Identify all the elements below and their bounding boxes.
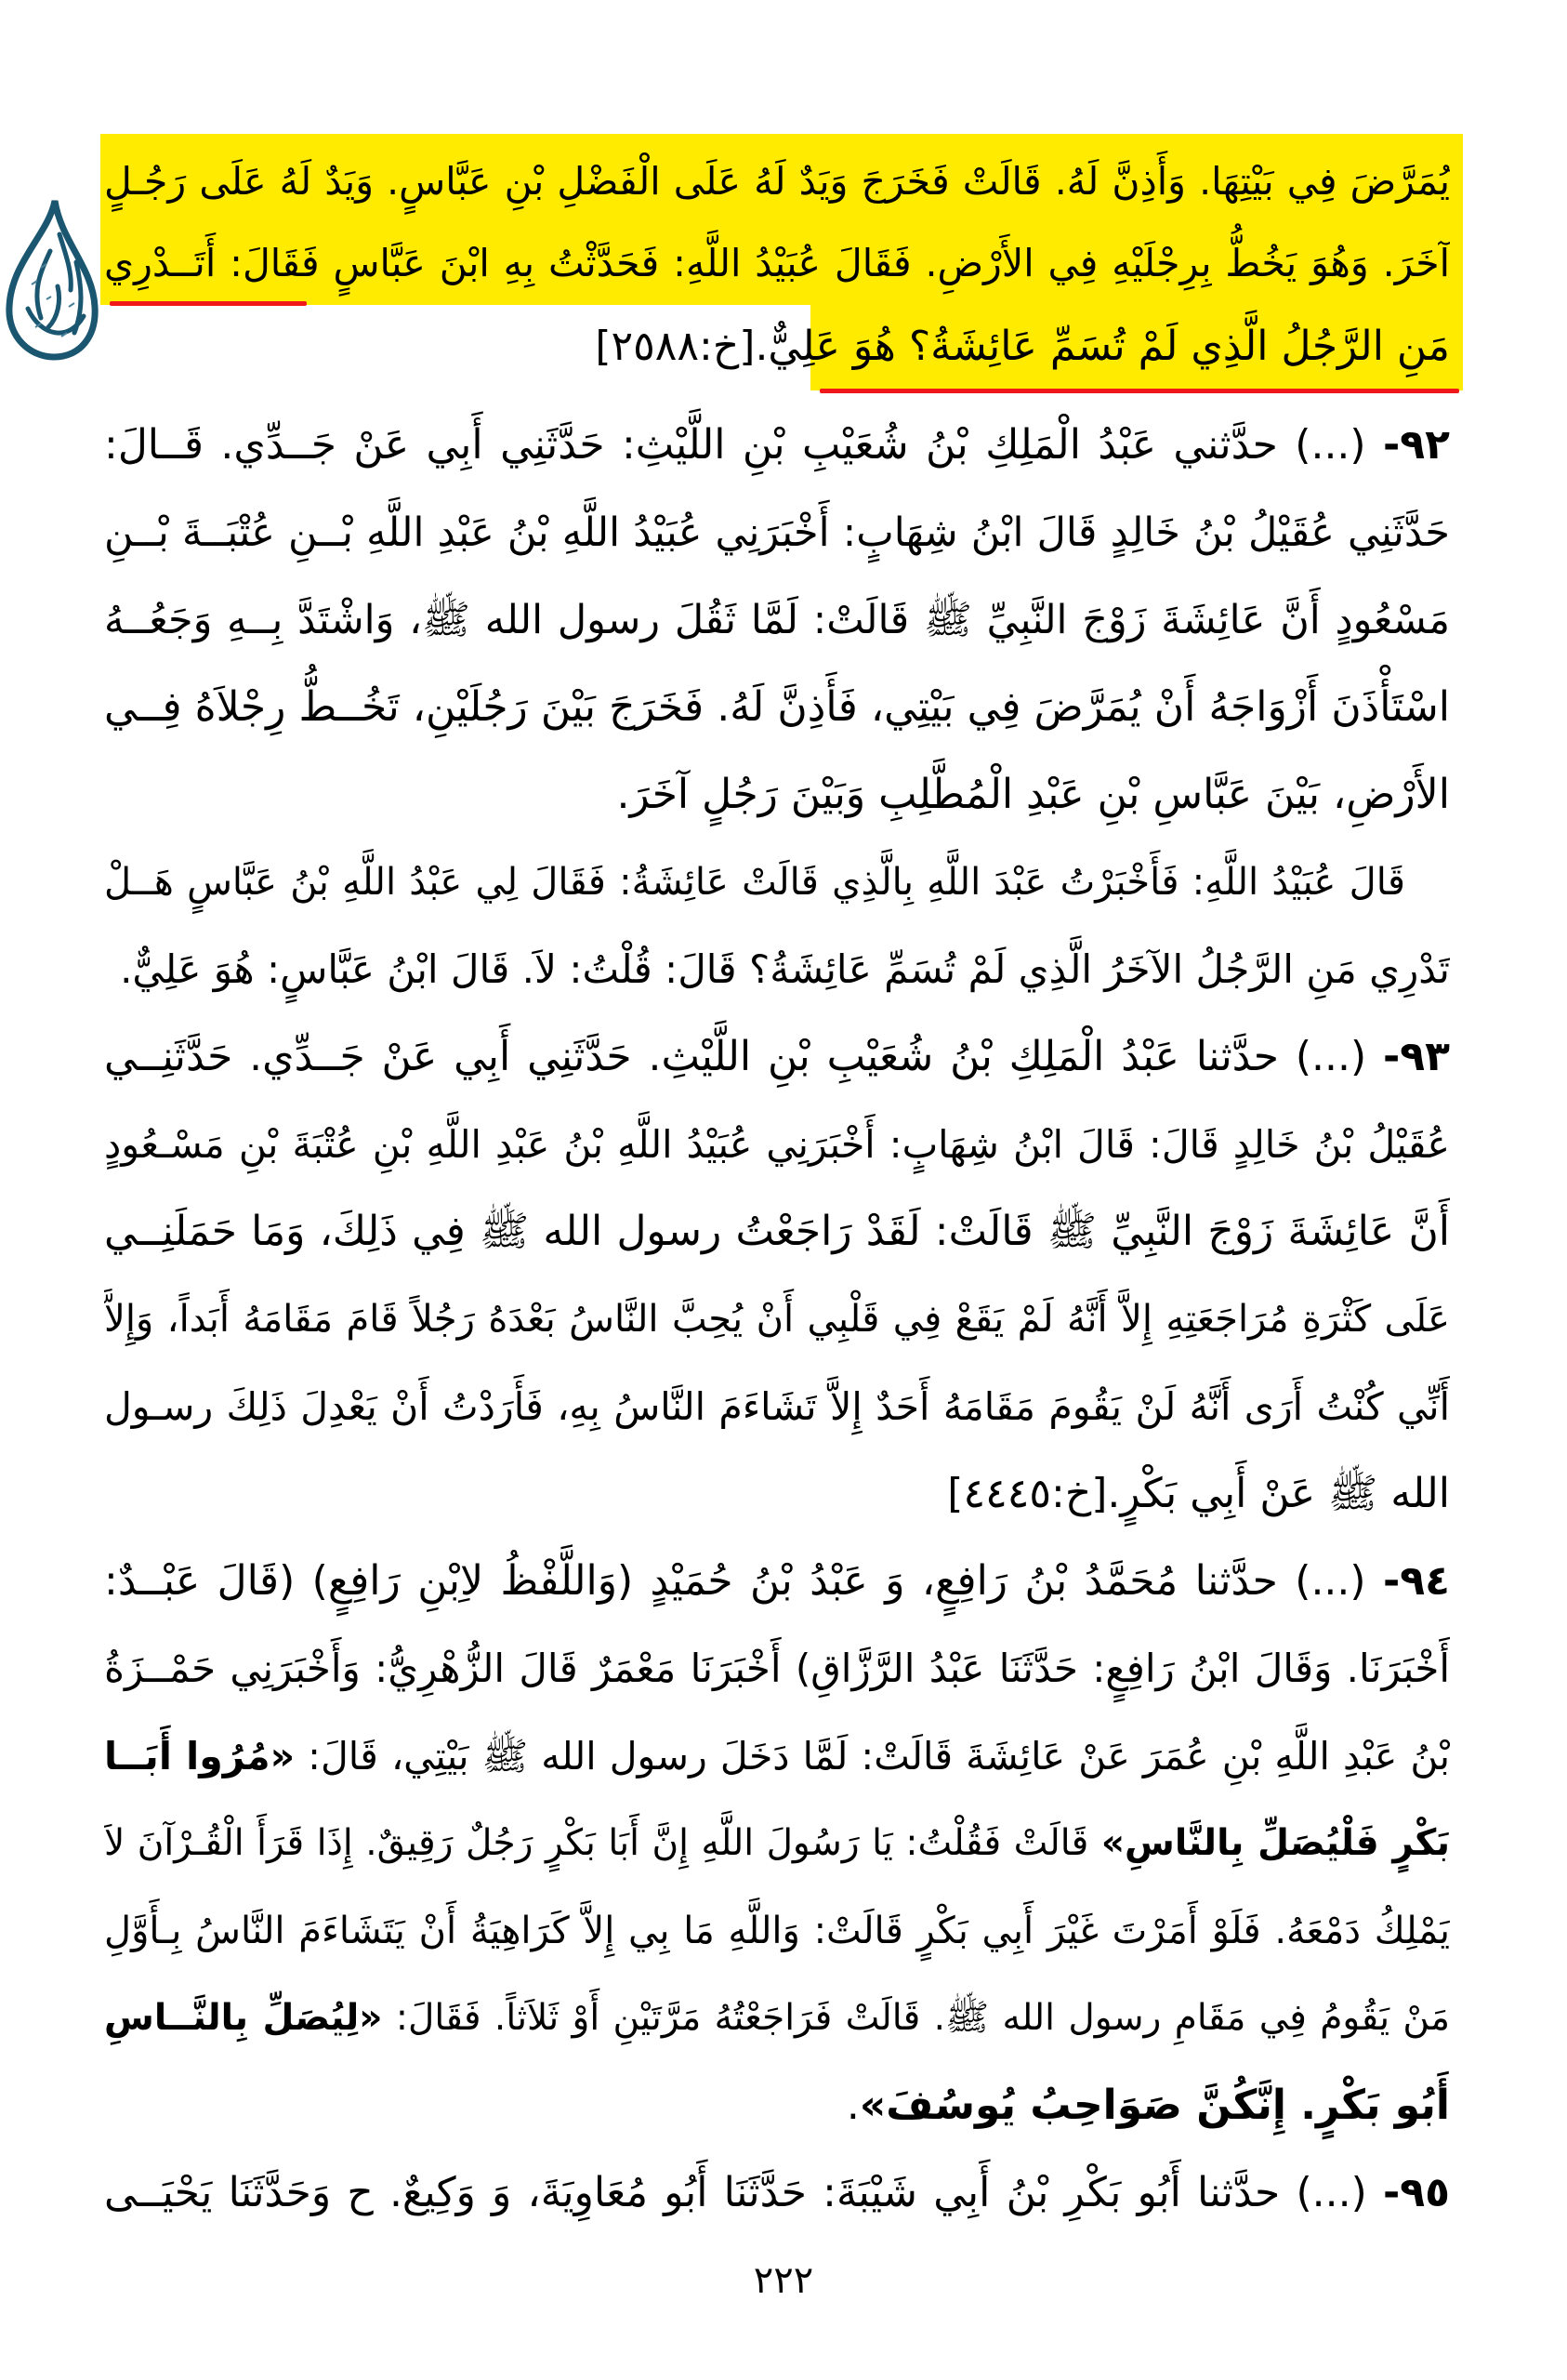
hadith-number: ٩٤- <box>1383 1557 1450 1605</box>
hadith-92-line-1 <box>104 402 1450 489</box>
hadith-95-line-1 <box>104 2149 1450 2237</box>
hadith-93-line-3: أَنَّ عَائِشَةَ زَوْجَ النَّبِيِّ ﷺ قَالَتْ: لَقَدْ رَاجَعْتُ رسول الله ﷺ فِي ذَلِكَ، وَمَا حَمَلَنِــي <box>104 1208 1450 1255</box>
hadith-92-line-4: اسْتَأْذَنَ أَزْوَاجَهُ أَنْ يُمَرَّضَ فِي بَيْتِي، فَأَذِنَّ لَهُ. فَخَرَجَ بَيْنَ رَجُلَيْنِ، تَخُــطُّ رِجْلاَهُ فِــي <box>104 683 1450 731</box>
reference-bukhari-4445: [خ:٤٤٤٥] <box>947 1470 1108 1517</box>
hadith-94-line-1 <box>104 1538 1450 1625</box>
highlight-line-1: يُمَرَّضَ فِي بَيْتِهَا. وَأَذِنَّ لَهُ. قَالَتْ فَخَرَجَ وَيَدٌ لَهُ عَلَى الْفَضْلِ بْنِ عَبَّاسٍ. وَيَدٌ لَهُ عَلَى رَجُـلٍ <box>104 159 1450 204</box>
hadith-text: الله ﷺ عَنْ أَبِي بَكْرٍ. <box>1107 1470 1450 1517</box>
hadith-text: (...) حدَّثني عَبْدُ الْمَلِكِ بْنُ شُعَيْبِ بْنِ اللَّيْثِ: حَدَّثَنِي أَبِي عَنْ جَــدِّي. قَــالَ: <box>104 421 1384 469</box>
hadith-92-sub-line-2: تَدْرِي مَنِ الرَّجُلُ الآخَرُ الَّذِي لَمْ تُسَمِّ عَائِشَةُ؟ قَالَ: قُلْتُ: لاَ. قَالَ ابْنُ عَبَّاسٍ: هُوَ عَلِيٌّ. <box>120 946 1450 992</box>
highlight-line-3-text: مَنِ الرَّجُلُ الَّذِي لَمْ تُسَمِّ عَائِشَةُ؟ هُوَ عَلِيٌّ. <box>755 323 1450 370</box>
highlight-line-2: آخَرَ. وَهُوَ يَخُطُّ بِرِجْلَيْهِ فِي الأَرْضِ. فَقَالَ عُبَيْدُ اللَّهِ: فَحَدَّثْتُ بِهِ ابْنَ عَبَّاسٍ فَقَالَ: أَتَــدْرِي <box>104 241 1450 285</box>
hadith-94-line-4 <box>104 1800 1450 1887</box>
hadith-92-line-3: مَسْعُودٍ أَنَّ عَائِشَةَ زَوْجَ النَّبِيِّ ﷺ قَالَتْ: لَمَّا ثَقُلَ رسول الله ﷺ، وَاشْتَدَّ بِــهِ وَجَعُــهُ <box>104 597 1450 643</box>
hadith-93-line-4: عَلَى كَثْرَةِ مُرَاجَعَتِهِ إِلاَّ أَنَّهُ لَمْ يَقَعْ فِي قَلْبِي أَنْ يُحِبَّ النَّاسُ بَعْدَهُ رَجُلاً قَامَ مَقَامَهُ أَبَداً، وَإِلاَّ <box>104 1298 1450 1341</box>
hadith-92-sub-line-1: قَالَ عُبَيْدُ اللَّهِ: فَأَخْبَرْتُ عَبْدَ اللَّهِ بِالَّذِي قَالَتْ عَائِشَةُ: فَقَالَ لِي عَبْدُ اللَّهِ بْنُ عَبَّاسٍ هَــلْ <box>104 861 1405 904</box>
hadith-text: بْنُ عَبْدِ اللَّهِ بْنِ عُمَرَ عَنْ عَائِشَةَ قَالَتْ: لَمَّا دَخَلَ رسول الله ﷺ بَيْتِي، قَالَ: <box>295 1734 1450 1778</box>
hadith-94-line-5: يَمْلِكُ دَمْعَهُ. فَلَوْ أَمَرْتَ غَيْرَ أَبِي بَكْرٍ قَالَتْ: وَاللَّهِ مَا بِي إِلاَّ كَرَاهِيَةُ أَنْ يَتَشَاءَمَ النَّاسُ بِـأَوَّلِ <box>104 1910 1450 1952</box>
quote-bold: «مُرُوا أَبَــا <box>104 1734 296 1778</box>
hadith-92-line-5: الأَرْضِ، بَيْنَ عَبَّاسِ بْنِ عَبْدِ الْمُطَّلِبِ وَبَيْنَ رَجُلٍ آخَرَ. <box>616 771 1450 818</box>
hadith-93-line-5: أَنِّي كُنْتُ أَرَى أَنَّهُ لَنْ يَقُومَ مَقَامَهُ أَحَدٌ إِلاَّ تَشَاءَمَ النَّاسُ بِهِ، فَأَرَدْتُ أَنْ يَعْدِلَ ذَلِكَ رسـول <box>104 1384 1450 1429</box>
hadith-text: (...) حدَّثنا مُحَمَّدُ بْنُ رَافِعٍ، وَ عَبْدُ بْنُ حُمَيْدٍ (وَاللَّفْظُ لاِبْنِ رَافِعٍ) (قَالَ عَبْــدٌ: <box>104 1557 1384 1605</box>
hadith-94-line-2: أَخْبَرَنَا. وَقَالَ ابْنُ رَافِعٍ: حَدَّثَنَا عَبْدُ الرَّزَّاقِ) أَخْبَرَنَا مَعْمَرٌ قَالَ الزُّهْرِيُّ: وَأَخْبَرَنِي حَمْــزَةُ <box>104 1646 1450 1691</box>
hadith-94-line-3 <box>104 1712 1450 1800</box>
calligraphy-logo-icon <box>4 197 100 361</box>
hadith-93-line-2: عُقَيْلُ بْنُ خَالِدٍ قَالَ: قَالَ ابْنُ شِهَابٍ: أَخْبَرَنِي عُبَيْدُ اللَّهِ بْنُ عَبْدِ اللَّهِ بْنِ عُتْبَةَ بْنِ مَسْـعُودٍ <box>104 1122 1450 1167</box>
hadith-number: ٩٣- <box>1383 1033 1450 1080</box>
hadith-number: ٩٥- <box>1383 2169 1450 2216</box>
hadith-number: ٩٢- <box>1383 421 1450 469</box>
hadith-94-line-7 <box>104 2062 1450 2149</box>
quote-bold: «لِيُصَلِّ بِالنَّــاسِ <box>104 1997 383 2039</box>
period: . <box>846 2082 860 2129</box>
page-number: ٢٢٢ <box>753 2259 814 2302</box>
hadith-92-line-2: حَدَّثَنِي عُقَيْلُ بْنُ خَالِدٍ قَالَ ابْنُ شِهَابٍ: أَخْبَرَنِي عُبَيْدُ اللَّهِ بْنُ عَبْدِ اللَّهِ بْــنِ عُتْبَــةَ بْــنِ <box>104 509 1450 556</box>
hadith-93-line-6 <box>104 1450 1450 1538</box>
hadith-93-line-1 <box>104 1013 1450 1101</box>
hadith-text: قَالَتْ فَقُلْتُ: يَا رَسُولَ اللَّهِ إِنَّ أَبَا بَكْرٍ رَجُلٌ رَقِيقٌ. إِذَا قَرَأَ الْقُـرْآنَ لاَ <box>104 1822 1101 1864</box>
hadith-text: مَنْ يَقُومُ فِي مَقَامِ رسول الله ﷺ. قَالَتْ فَرَاجَعْتُهُ مَرَّتَيْنِ أَوْ ثَلاَثاً. فَقَالَ: <box>382 1997 1450 2039</box>
reference-bukhari-2588: [خ:٢٥٨٨] <box>595 323 756 370</box>
hadith-text: (...) حدَّثنا أَبُو بَكْرِ بْنُ أَبِي شَيْبَةَ: حَدَّثَنَا أَبُو مُعَاوِيَةَ، وَ وَكِيعٌ. ح وَحَدَّثَنَا يَحْيَــى <box>104 2169 1384 2216</box>
highlight-line-3 <box>104 303 1450 390</box>
hadith-94-line-6 <box>104 1975 1450 2062</box>
quote-bold: أَبُو بَكْرٍ. إِنَّكُنَّ صَوَاحِبُ يُوسُفَ» <box>859 2082 1450 2129</box>
hadith-text: (...) حدَّثنا عَبْدُ الْمَلِكِ بْنُ شُعَيْبِ بْنِ اللَّيْثِ. حَدَّثَنِي أَبِي عَنْ جَــدِّي. حَدَّثَنِــي <box>104 1033 1384 1080</box>
quote-bold: بَكْرٍ فَلْيُصَلِّ بِالنَّاسِ» <box>1100 1822 1450 1864</box>
